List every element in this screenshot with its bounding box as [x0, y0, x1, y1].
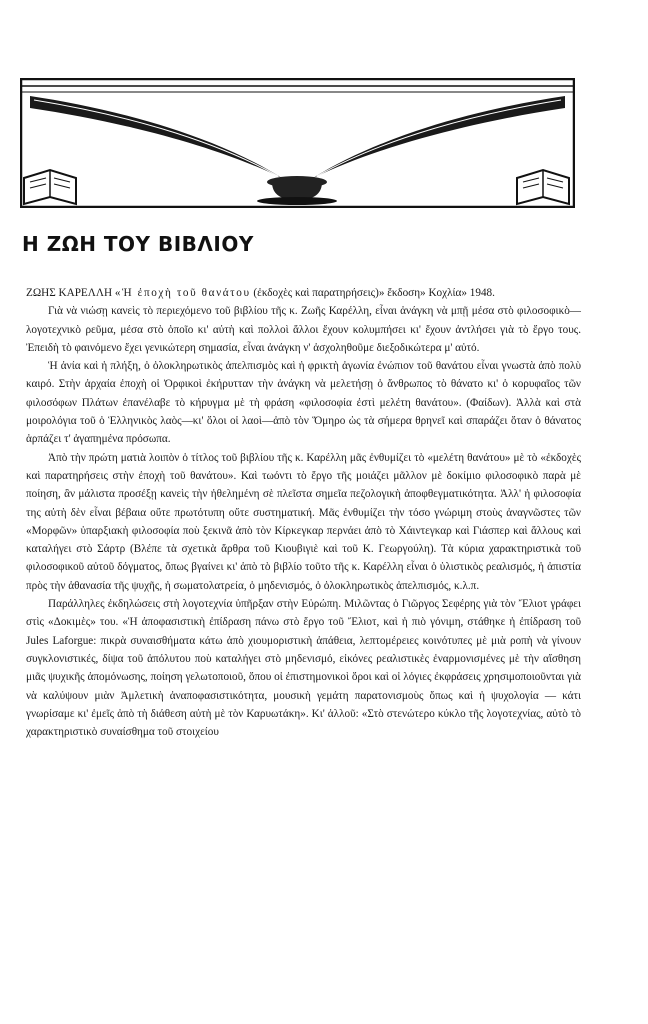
- book-citation: [26, 284, 581, 302]
- section-title: Η ΖΩΗ ΤΟΥ ΒΙΒΛΙΟΥ: [22, 232, 254, 256]
- paragraph-1: Γιὰ νὰ νιώσῃ κανεὶς τὸ περιεχόμενο τοῦ βιβλίου τῆς κ. Ζωῆς Καρέλλη, εἶναι ἀνάγκη νὰ μπῇ μέσα στὸ φιλοσοφικὸ—λογοτεχνικὸ ρεῦμα, μέσα στὸ ὁποῖο κι' αὐτὴ καὶ πολλοὶ ἄλλοι ἔχουν κολυμπήσει κι' ἔχουν ἀντλήσει γιὰ τὸ ἔργο τους. Ἐπειδὴ τὸ φαινόμενο ἔχει γενικώτερη σημασία, εἶναι ἀνάγκη ν' ἀσχοληθοῦμε διεξοδικώτερα μ' αὐτό.: [26, 305, 581, 354]
- paragraph-2: Ἡ ἀνία καὶ ἡ πλήξη, ὁ ὁλοκληρωτικὸς ἀπελπισμὸς καὶ ἡ φρικτὴ ἀγωνία ἐνώπιον τοῦ θανάτου εἶναι γνωστὰ ἀπὸ πολὺ καιρό. Στὴν ἀρχαία ἐποχὴ οἱ Ὀρφικοὶ ἐκήρυτταν τὴν ἀνάγκη νὰ μελετήσῃ ὁ ἄνθρωπος τὸ θάνατο κι' ὁ κορυφαῖος τῶν φιλοσόφων Πλάτων ἐπανέλαβε τὸ κήρυγμα μὲ τὴ φράση «φιλοσοφία ἐστὶ μελέτη θανάτου». (Φαίδων). Ἀλλὰ καὶ στὰ μοιρολόγια τοῦ ὁ Ἑλληνικὸς λαὸς—κι' ὅλοι οἱ λαοὶ—ἀπὸ τὸν Ὅμηρο ὡς τὰ σήμερα θρηνεῖ καὶ σπαράζει ὅταν ὁ θάνατος ἁρπάζει τ' ἀγαπημένα πρόσωπα.: [26, 360, 581, 446]
- citation-author: ΖΩΗΣ ΚΑΡΕΛΛΗ: [26, 287, 113, 299]
- citation-work: «Ἡ ἐποχὴ τοῦ θανάτου: [114, 287, 251, 299]
- paragraph-4: Παράλληλες ἐκδηλώσεις στὴ λογοτεχνία ὑπῆρξαν στὴν Εὐρώπη. Μιλῶντας ὁ Γιῶργος Σεφέρης γιὰ τὸν Ἔλιοτ γράφει στὶς «Δοκιμὲς» του. «Ἡ ἀποφασιστικὴ ἐπίδραση πάνω στὸ ἔργο τοῦ Ἔλιοτ, καὶ ἡ πιὸ γόνιμη, στάθηκε ἡ ἐπίδραση τοῦ Jules Laforgue: πικρὰ συναισθήματα κάτω ἀπὸ χιουμοριστικὴ ἀπάθεια, λεπτομέρειες κοινότυπες μὲ μιὰ ροπὴ νὰ γίνουν συγκλονιστικές, δίψα τοῦ ἀπόλυτου ποὺ καταλήγει στὸ μηδενισμό, εἰκόνες ρεαλιστικὲς ἐναρμονισμένες μὲ τὴν αἴσθηση μιᾶς ψυχικῆς ἀπομόνωσης, ποίηση γελωτοποιοῦ, ὅπου οἱ ἐπιστημονικοὶ ὅροι καὶ οἱ λόγιες ἐκφράσεις χρησιμοποιοῦνται γιὰ νὰ καλύψουν μιὰν Ἀμλετικὴ ἀναποφασιστικότητα, μουσικὴ γεμάτη παρατονισμοὺς ὅπως καὶ ἡ ψυχολογία — κάτι γνωρίσαμε κι' ἐμεῖς ἀπὸ τὴ διάθεση αὐτὴ μὲ τὸν Καρυωτάκη». Κι' ἀλλοῦ: «Στὸ στενώτερο κύκλο τῆς λογοτεχνίας, αὐτὸ τὸ χαρακτηριστικὸ συναίσθημα τοῦ στοιχείου: [26, 598, 581, 739]
- citation-subtitle: (ἐκδοχὲς καὶ παρατηρήσεις)» ἔκδοση» Κοχλία» 1948.: [253, 287, 495, 299]
- article-body: [26, 284, 581, 741]
- paragraph-3: Ἀπὸ τὴν πρώτη ματιὰ λοιπὸν ὁ τίτλος τοῦ βιβλίου τῆς κ. Καρέλλη μᾶς ἐνθυμίζει τὸ «μελέτη θανάτου» μὲ τὸ «ἐκδοχὲς καὶ παρατηρήσεις στὴν ἐποχὴ τοῦ θανάτου». Καὶ τωόντι τὸ ἔργο τῆς μοιάζει μᾶλλον μὲ δοκίμιο φιλοσοφικὸ παρὰ μὲ ποίηση, ἂν μάλιστα προσέξῃ κανεὶς τὴν ἠθελημένη σὲ πλεῖστα σημεῖα πεζολογικὴ ἀποφθεγματικότητα. Ἀλλ' ἡ φιλοσοφία της αὐτὴ δὲν εἶναι βέβαια οὔτε πρωτότυπη οὔτε συστηματική. Μᾶς ἐνθυμίζει τὴν τόσο γνώριμη στοὺς ἀναγνῶστες τῶν «Μορφῶν» ὑπαρξιακὴ φιλοσοφία ποὺ ξεκινᾶ ἀπὸ τὸν Κίρκεγκαρ περνάει ἀπὸ τὸ Χάιντεγκαρ καὶ Γιάσπερ καὶ ἄλλους καὶ καταλήγει στὸ Σάρτρ (Βλέπε τὰ σχετικὰ ἄρθρα τοῦ Κιουβιγιὲ καὶ τοῦ Κ. Γεωργούλη). Τὰ κύρια χαρακτηριστικὰ τοῦ φιλοσοφικοῦ αὐτοῦ δόγματος, ὅπως βγαίνει κι' ἀπὸ τὸ βιβλίο τοῦτο τῆς κ. Καρέλλη εἶναι ὁ ὑλιστικὸς ρεαλισμός, ἡ ἀπιστία πρὸς τὴν ἀθανασία τῆς ψυχῆς, ἡ σωματολατρεία, ὁ μηδενισμός, ὁ ὁλοκληρωτικὸς ἀπελπισμός, κ.λ.π.: [26, 451, 581, 592]
- quill-inkwell-ornament: [20, 78, 575, 208]
